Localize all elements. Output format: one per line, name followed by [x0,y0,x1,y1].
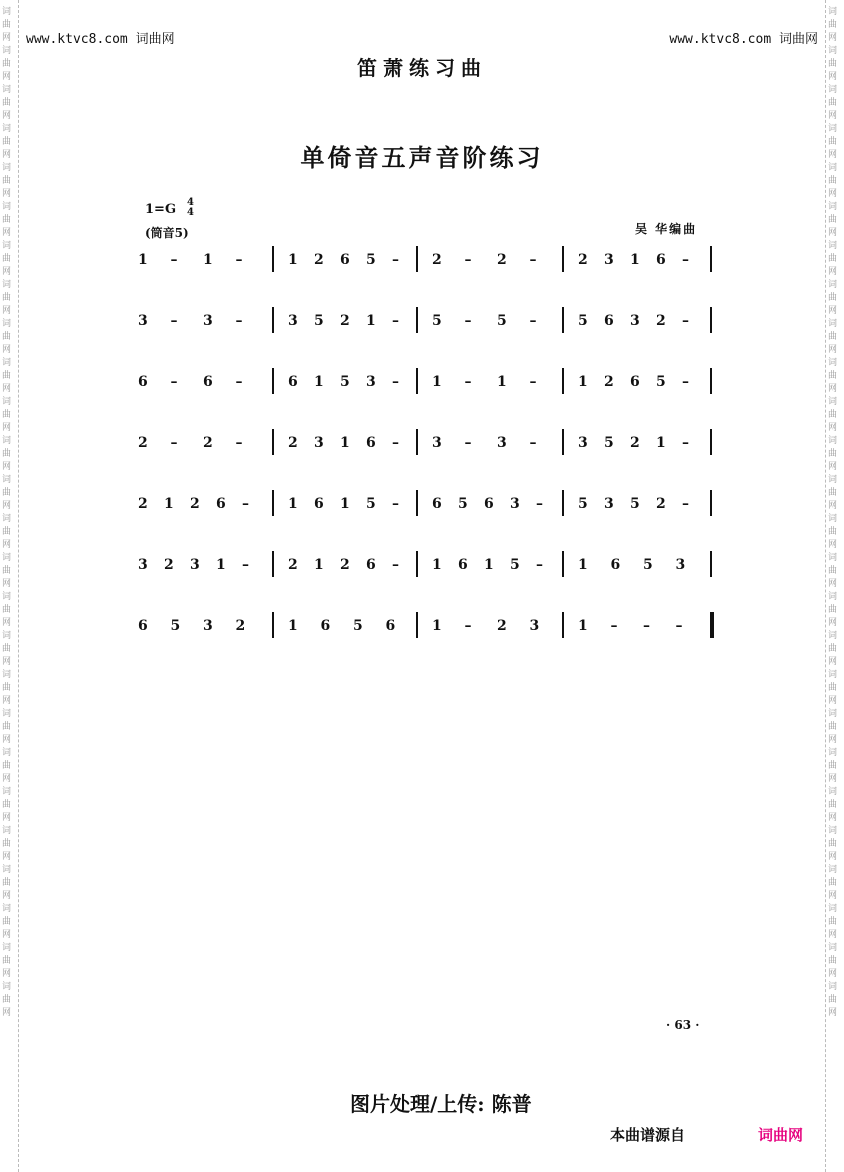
score-note: – [464,618,472,634]
bar-line [710,429,712,455]
score-note: – [682,252,689,268]
score-note: 2 [630,435,640,451]
score-note: – [529,313,537,329]
score-note: 2 [288,557,298,573]
score-note: 6 [630,374,640,390]
score-note: 2 [340,557,350,573]
score-row [130,490,730,520]
score-note: – [464,252,472,268]
score-note: 3 [510,496,520,512]
right-watermark-text: 词曲网词曲网词曲网词曲网词曲网词曲网词曲网词曲网词曲网词曲网词曲网词曲网词曲网词曲网词曲网词曲网词曲网词曲网词曲网词曲网词曲网词曲网词曲网词曲网词曲网词曲网 [828,7,838,1018]
score-note: 1 [366,313,376,329]
score-note: 2 [164,557,174,573]
score-note: 6 [656,252,666,268]
right-watermark-strip [825,0,844,1172]
bar-line [272,490,274,516]
score-note: 1 [432,374,442,390]
piece-title: 单倚音五声音阶练习 [300,143,544,172]
bar-line [710,612,714,638]
score-note: 1 [578,557,588,573]
score-note: 5 [497,313,507,329]
score-note: 2 [578,252,588,268]
arranger-credit: 吴 华编曲 [635,222,698,236]
score-note: – [392,374,399,390]
score-note: 1 [578,618,588,634]
score-note: 1 [340,496,350,512]
score-note: 1 [630,252,640,268]
score-note: 5 [578,313,588,329]
score-note: 1 [216,557,226,573]
score-row [130,551,730,581]
score-note: 3 [203,618,213,634]
score-note: 1 [164,496,174,512]
score-note: 2 [340,313,350,329]
bar-line [562,490,564,516]
score-note: 3 [529,618,540,634]
score-note: 6 [138,374,148,390]
score-note: 1 [288,496,298,512]
score-note: 5 [458,496,468,512]
bar-line [416,551,418,577]
score-note: 2 [235,618,246,634]
score-note: – [170,374,178,390]
score-note: 6 [366,435,376,451]
score-note: – [242,496,249,512]
score-note: 6 [366,557,376,573]
score-note: 1 [432,618,442,634]
source-site: 词曲网 [758,1126,804,1144]
time-denominator: 4 [187,207,194,218]
score-note: – [643,618,650,634]
upload-credit: 图片处理/上传: 陈普 [350,1092,532,1116]
score-note: – [529,435,537,451]
bar-line [416,429,418,455]
score-note: – [392,313,399,329]
score-note: 3 [288,313,298,329]
bar-line [710,368,712,394]
score-note: 6 [138,618,148,634]
left-watermark-text: 词曲网词曲网词曲网词曲网词曲网词曲网词曲网词曲网词曲网词曲网词曲网词曲网词曲网词曲网词曲网词曲网词曲网词曲网词曲网词曲网词曲网词曲网词曲网词曲网词曲网词曲网 [2,7,12,1018]
key-signature: 1=G [145,202,177,217]
score-note: 5 [366,252,376,268]
score-note: 1 [656,435,666,451]
score-row [130,307,730,337]
score-note: 1 [138,252,148,268]
site-url: www.ktvc8.com [669,32,772,47]
score-note: 5 [353,618,363,634]
score-row [130,368,730,398]
score-note: – [529,252,537,268]
score-note: 5 [170,618,181,634]
score-note: 6 [484,496,494,512]
score-note: – [610,618,618,634]
score-note: 2 [604,374,614,390]
score-note: 5 [643,557,653,573]
score-note: 2 [497,618,507,634]
score-note: – [235,313,243,329]
score-note: 6 [385,618,396,634]
score-note: 2 [138,435,148,451]
bar-line [710,307,712,333]
score-note: 5 [340,374,350,390]
bar-line [562,246,564,272]
score-note: – [464,313,472,329]
score-note: – [235,435,243,451]
bar-line [416,246,418,272]
score-note: 3 [630,313,640,329]
bar-line [416,307,418,333]
score-note: 1 [203,252,213,268]
score-note: 5 [630,496,640,512]
score-note: 6 [610,557,621,573]
bar-line [272,551,274,577]
score-note: 3 [366,374,376,390]
score-note: 5 [314,313,324,329]
score-note: 6 [288,374,298,390]
score-note: – [235,374,243,390]
bar-line [416,368,418,394]
score-note: 2 [314,252,324,268]
score-note: – [392,557,399,573]
score-note: – [675,618,683,634]
site-label-right [669,28,818,47]
score-note: 2 [288,435,298,451]
score-note: 3 [138,557,148,573]
score-note: 6 [432,496,442,512]
score-note: – [464,435,472,451]
score-note: 6 [340,252,350,268]
bar-line [272,368,274,394]
score-note: – [392,435,399,451]
bar-line [710,246,712,272]
score-note: 1 [314,557,324,573]
bar-line [710,490,712,516]
time-numerator: 4 [187,197,194,208]
score-note: 6 [458,557,468,573]
score-note: 6 [604,313,614,329]
score-note: 2 [190,496,200,512]
score-note: 1 [288,618,298,634]
site-label-left [26,28,175,47]
source-label: 本曲谱源自 [610,1126,686,1144]
score-note: 5 [656,374,666,390]
site-url: www.ktvc8.com [26,32,128,47]
bar-line [272,307,274,333]
score-note: 2 [656,496,666,512]
score-note: 2 [432,252,442,268]
bar-line [272,246,274,272]
score-row [130,612,730,642]
page-number: · 63 · [666,1018,700,1032]
score-note: – [392,252,399,268]
site-name: 词曲网 [778,32,818,47]
score-note: – [170,252,178,268]
score-note: 2 [656,313,666,329]
score-note: 3 [604,496,614,512]
score-note: 1 [484,557,494,573]
score-note: – [235,252,243,268]
score-row [130,246,730,276]
bar-line [562,429,564,455]
score-note: 1 [497,374,507,390]
site-name: 词曲网 [135,32,175,47]
score-note: 3 [675,557,686,573]
score-note: 1 [288,252,298,268]
score-note: – [536,557,543,573]
score-note: 1 [432,557,442,573]
score-note: – [682,313,689,329]
score-note: 3 [203,313,213,329]
score-note: 2 [203,435,213,451]
score-note: 3 [578,435,588,451]
bar-line [562,368,564,394]
bar-line [272,612,274,638]
score-note: 5 [604,435,614,451]
score-note: – [682,435,689,451]
score-note: 3 [314,435,324,451]
book-title: 笛萧练习曲 [357,56,487,80]
score-note: 1 [314,374,324,390]
score-note: – [242,557,249,573]
time-signature [187,198,194,218]
score-note: – [392,496,399,512]
score-note: 6 [203,374,213,390]
bar-line [272,429,274,455]
score-note: 1 [340,435,350,451]
score-note: 6 [314,496,324,512]
score-note: – [682,496,689,512]
score-note: 3 [497,435,507,451]
score-note: 5 [432,313,442,329]
bar-line [416,490,418,516]
score-note: 5 [366,496,376,512]
score-note: 2 [497,252,507,268]
score-note: – [682,374,689,390]
score-note: 6 [320,618,331,634]
fingering-note: (筒音5) [145,226,189,240]
left-watermark-strip [0,0,19,1172]
score-note: 5 [510,557,520,573]
bar-line [562,551,564,577]
score-note: 3 [138,313,148,329]
score-note: – [536,496,543,512]
score-note: – [529,374,537,390]
score-note: 1 [578,374,588,390]
score-note: 2 [138,496,148,512]
score-note: 3 [604,252,614,268]
score-note: 5 [578,496,588,512]
score-note: – [464,374,472,390]
score-note: – [170,435,178,451]
bar-line [710,551,712,577]
score-note: 3 [432,435,442,451]
score-row [130,429,730,459]
bar-line [562,307,564,333]
score-note: 6 [216,496,226,512]
bar-line [416,612,418,638]
score-note: 3 [190,557,200,573]
bar-line [562,612,564,638]
score-note: – [170,313,178,329]
